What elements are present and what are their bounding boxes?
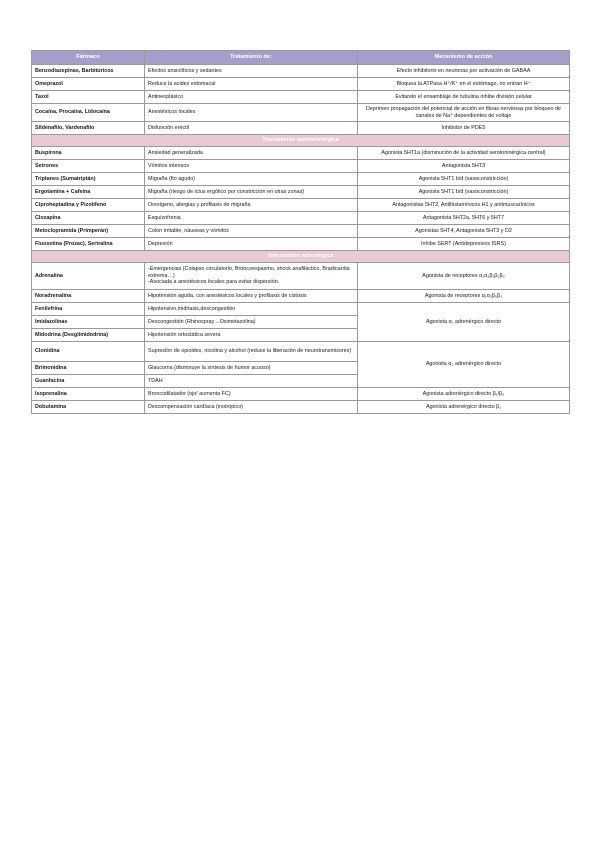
mechanism-cell: Agonista 5HT1 b/d (vasoconstricción) — [358, 173, 570, 186]
treatment-cell: Antineoplásico — [145, 91, 358, 104]
treatment-cell: Anestésicos locales — [145, 104, 358, 122]
treatment-cell: Depresión — [145, 238, 358, 251]
table-row — [32, 290, 570, 303]
drug-cell: Fenilefrina — [32, 303, 145, 316]
mechanism-cell: Bloquea la ATPasa H⁺/K⁺ en el estómago, no entran H⁺ — [358, 78, 570, 91]
drug-cell: Adrenalina — [32, 263, 145, 290]
treatment-cell: Vómitos intensos — [145, 160, 358, 173]
drug-cell: Benzodiazepinas, Barbitúricos — [32, 65, 145, 78]
drug-cell: Taxol — [32, 91, 145, 104]
header-drug: Fármaco — [32, 51, 145, 65]
drug-cell: Dobutamina — [32, 401, 145, 414]
drug-cell: Isoprenalina — [32, 388, 145, 401]
mechanism-cell: Inhibe SERT (Antidepresivos ISRS) — [358, 238, 570, 251]
mechanism-cell: Agonistas 5HT4, Antagonista 5HT3 y D2 — [358, 225, 570, 238]
section-header-adrenergic — [32, 251, 570, 263]
table-row — [32, 78, 570, 91]
table-row — [32, 388, 570, 401]
table-row — [32, 91, 570, 104]
table-row — [32, 199, 570, 212]
table-row — [32, 238, 570, 251]
treatment-cell: Ansiedad generalizada — [145, 147, 358, 160]
drug-cell: Guanfacina — [32, 375, 145, 388]
drug-cell: Setrones — [32, 160, 145, 173]
mechanism-cell: Evitando el ensamblaje de tubulina inhibe división celular — [358, 91, 570, 104]
table-header-row — [32, 51, 570, 65]
drug-cell: Omeprazol — [32, 78, 145, 91]
mechanism-cell: Antagonistas 5HT2, Antihistamínicos H1 y antimuscarínicos — [358, 199, 570, 212]
treatment-cell: Reduce la acidez estomacal — [145, 78, 358, 91]
table-row — [32, 122, 570, 135]
mechanism-cell: Agonista adrenérgico directo β₁ — [358, 401, 570, 414]
treatment-cell: Efectos ansiolíticos y sedantes — [145, 65, 358, 78]
treatment-cell: Disfunción eréctil — [145, 122, 358, 135]
table-row — [32, 65, 570, 78]
table-row — [32, 160, 570, 173]
drug-cell: Ciproheptadina y Pizotifeno — [32, 199, 145, 212]
treatment-cell: Hipotensión aguda, con anestésicos locales y profilaxis de cistosis — [145, 290, 358, 303]
drug-cell: Sildenafilo, Vardenafilo — [32, 122, 145, 135]
treatment-cell: Orexígeno, alergias y profilaxis de migraña — [145, 199, 358, 212]
treatment-cell: Glaucoma (disminuye la síntesis de humor acuoso) — [145, 362, 358, 375]
treatment-cell: Migraña (fto agudo) — [145, 173, 358, 186]
treatment-cell: TDAH — [145, 375, 358, 388]
section-header-serotoninergic — [32, 135, 570, 147]
drug-cell: Clozapina — [32, 212, 145, 225]
header-treatment: Tratamiento de: — [145, 51, 358, 65]
drug-cell: Metoclopramida (Primperán) — [32, 225, 145, 238]
table-row — [32, 212, 570, 225]
treatment-line: -Emergencias (Colapso circulatorio, Broncoespasmo, shock anafiláctico, Bradicardia extrema…) — [148, 266, 350, 279]
mechanism-cell: Antagonista 5HT3 — [358, 160, 570, 173]
mechanism-cell: Efecto inhibitorio en neuronas por activación de GABAA — [358, 65, 570, 78]
table-row — [32, 104, 570, 122]
mechanism-cell: Agonista de receptores α₁α₂β₁β₂β₃ — [358, 263, 570, 290]
header-mechanism: Mecanismo de acción — [358, 51, 570, 65]
treatment-cell: Colon irritable, náuseas y vómitos — [145, 225, 358, 238]
table-row — [32, 401, 570, 414]
drug-cell: Brimonidina — [32, 362, 145, 375]
table-row — [32, 186, 570, 199]
section-title: Transmisión adrenérgica — [32, 251, 570, 263]
table-row — [32, 342, 570, 362]
pharmacology-table — [31, 50, 570, 414]
treatment-cell: Supresión de opioides, nicotina y alcohol (reduce la liberación de neurotransmisores) — [145, 342, 358, 362]
pharmacology-table-page — [31, 50, 569, 414]
treatment-cell: Esquizofrenia — [145, 212, 358, 225]
treatment-cell: Hipotensivo,midriasis,descongestión — [145, 303, 358, 316]
treatment-cell: Descongestión (Rhinospray→Oximetazolina) — [145, 316, 358, 329]
mechanism-cell: Deprimen propagación del potencial de acción en fibras nerviosas por bloqueo de canales de Na⁺ dependientes de voltaje — [358, 104, 570, 122]
drug-cell: Imidazolinas — [32, 316, 145, 329]
drug-cell: Noradrenalina — [32, 290, 145, 303]
drug-cell: Buspirona — [32, 147, 145, 160]
mechanism-cell: Inhibidor de PDE5 — [358, 122, 570, 135]
treatment-cell: Broncodilatador (ojo! aumenta FC) — [145, 388, 358, 401]
table-row — [32, 225, 570, 238]
mechanism-cell: Antagonista 5HT2a, 5HT6 y 5HT7 — [358, 212, 570, 225]
table-row — [32, 263, 570, 290]
treatment-cell — [145, 263, 358, 290]
section-title: Transmisión serotoninérgica — [32, 135, 570, 147]
mechanism-cell: Agonista 5HT1a (disminución de la actividad serotoninérgica central) — [358, 147, 570, 160]
treatment-cell: Hipotensión ortostática severa — [145, 329, 358, 342]
drug-cell: Triptanes (Sumatriptán) — [32, 173, 145, 186]
treatment-cell: Descompensación cardíaca (inotrópico) — [145, 401, 358, 414]
table-row — [32, 147, 570, 160]
table-row — [32, 173, 570, 186]
mechanism-cell-merged: Agonista α₂ adrenérgico directo — [358, 342, 570, 388]
drug-cell: Ergotamina + Cafeína — [32, 186, 145, 199]
mechanism-cell: Agonista adrenérgico directo β₁/β₂ — [358, 388, 570, 401]
mechanism-cell: Agonista 5HT1 b/d (vasoconstricción) — [358, 186, 570, 199]
treatment-line: -Asociada a anestésicos locales para evitar dispersión. — [148, 279, 280, 286]
treatment-cell: Migraña (riesgo de ictus ergótico por constricción en otras zonas) — [145, 186, 358, 199]
drug-cell: Clonidina — [32, 342, 145, 362]
mechanism-cell-merged: Agonista α₁ adrenérgico directo — [358, 303, 570, 342]
drug-cell: Cocaína, Procaína, Lidocaína — [32, 104, 145, 122]
drug-cell: Fluoxetina (Prozac), Sertralina — [32, 238, 145, 251]
drug-cell: Midodrina (Desglimidodrina) — [32, 329, 145, 342]
table-row — [32, 303, 570, 316]
mechanism-cell: Agonista de receptores α₁α₂β₁β₃ — [358, 290, 570, 303]
